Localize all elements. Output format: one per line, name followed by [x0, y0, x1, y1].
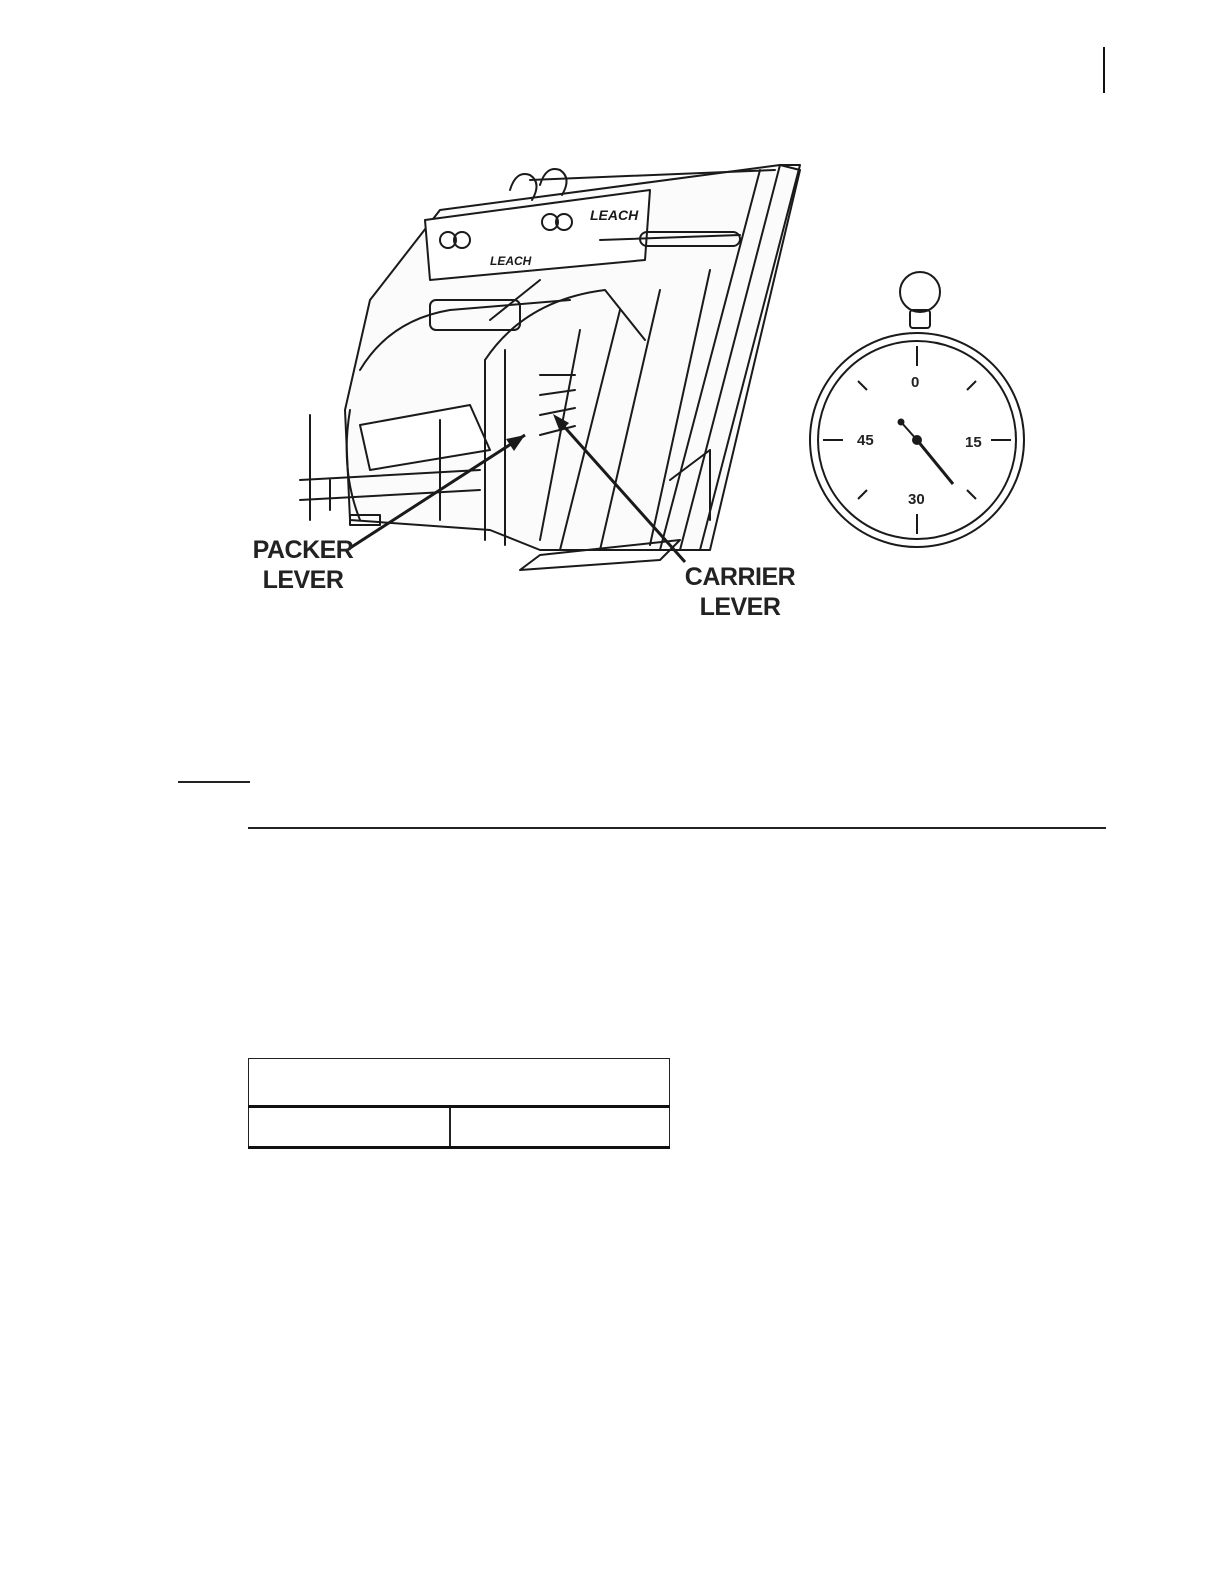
- packer-lever-callout: [248, 535, 358, 595]
- leach-logo: LEACH: [590, 207, 639, 223]
- carrier-lever-label-line1: CARRIER: [684, 563, 796, 591]
- packer-lever-label-line2: LEVER: [262, 566, 344, 594]
- section-rule-short: [178, 781, 250, 783]
- dial-mark-0: 0: [911, 374, 920, 391]
- dial-mark-30: 30: [908, 491, 925, 508]
- carrier-lever-callout: [680, 562, 800, 622]
- table-cell: [450, 1107, 670, 1148]
- spec-table: [248, 1058, 670, 1149]
- table-header-cell: [249, 1059, 670, 1107]
- packer-lever-label-line1: PACKER: [252, 536, 354, 564]
- leach-logo-secondary: LEACH: [490, 254, 532, 268]
- dial-mark-45: 45: [857, 432, 874, 449]
- revision-change-bar: [1103, 47, 1105, 93]
- section-rule: [248, 827, 1106, 829]
- dial-mark-15: 15: [965, 434, 982, 451]
- table-row: [249, 1107, 670, 1148]
- table-cell: [249, 1107, 451, 1148]
- table-header-row: [249, 1059, 670, 1107]
- stopwatch-icon: [805, 262, 1035, 552]
- carrier-lever-label-line2: LEVER: [699, 593, 781, 621]
